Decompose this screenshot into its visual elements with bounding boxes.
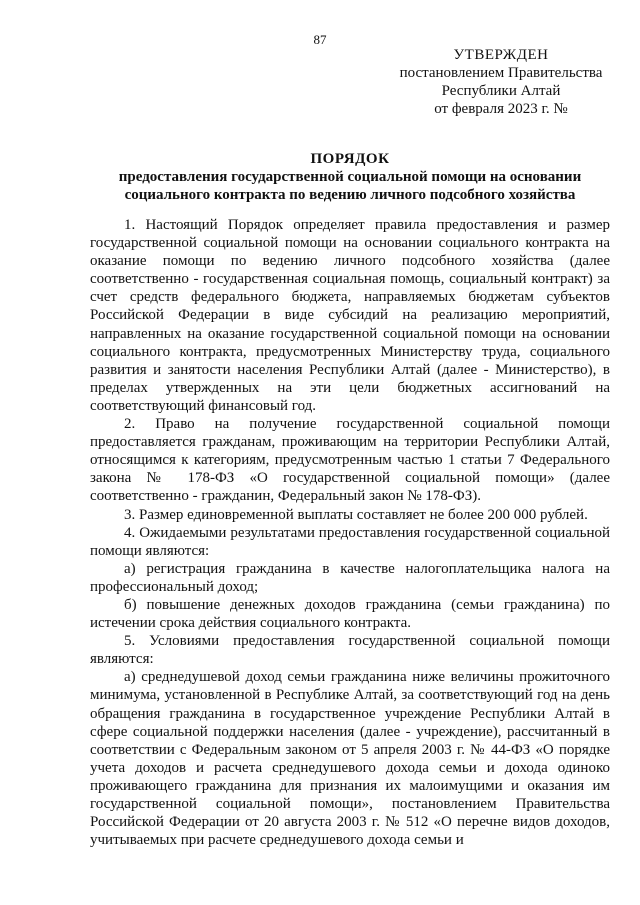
paragraph-4: 4. Ожидаемыми результатами предоставления государственной социальной помощи являются: bbox=[90, 524, 610, 559]
paragraph-4b: б) повышение денежных доходов гражданина (семьи гражданина) по истечении срока действия социального контракта. bbox=[90, 596, 610, 632]
paragraph-5: 5. Условиями предоставления государственной социальной помощи являются: bbox=[90, 633, 610, 668]
approval-date: от февраля 2023 г. № bbox=[434, 101, 568, 117]
approval-stamp bbox=[388, 46, 614, 118]
document-subtitle-line-1: предоставления государственной социальной помощи на основании bbox=[118, 169, 582, 185]
approval-title: УТВЕРЖДЕН bbox=[453, 47, 549, 63]
document-heading bbox=[60, 150, 640, 204]
page-number: 87 bbox=[313, 32, 327, 47]
document-subtitle-line-2: социального контракта по ведению личного подсобного хозяйства bbox=[124, 187, 576, 203]
paragraph-2: 2. Право на получение государственной социальной помощи предоставляется гражданам, проживающим на территории Республики Алтай, относящимся к категориям, предусмотренным частью 1 статьи 7 Федерального закона № 178-ФЗ «О государственной социальной помощи» (далее соответственно - гражданин, Федеральный закон № 178-ФЗ). bbox=[90, 416, 610, 505]
paragraph-3: 3. Размер единовременной выплаты составляет не более 200 000 рублей. bbox=[124, 506, 588, 523]
paragraph-1: 1. Настоящий Порядок определяет правила предоставления и размер государственной социальной помощи на основании социального контракта на оказание помощи по ведению личного подсобного хозяйства (далее соответственно - государственная социальная помощь, социальный контракт) за счет средств федерального бюджета, направляемых бюджетам субъектов Российской Федерации в виде субсидий на реализацию мероприятий, направленных на оказание государственной социальной помощи на основании социального контракта, предусмотренных Министерству труда, социального развития и занятости населения Республики Алтай (далее - Министерство), в пределах утвержденных на эти цели бюджетных ассигнований на соответствующий финансовый год. bbox=[90, 217, 610, 414]
approval-region: Республики Алтай bbox=[441, 83, 561, 99]
document-body bbox=[90, 216, 610, 849]
approval-issuer: постановлением Правительства bbox=[399, 65, 603, 81]
document-title: ПОРЯДОК bbox=[310, 151, 390, 167]
paragraph-5a: а) среднедушевой доход семьи гражданина ниже величины прожиточного минимума, установленной в Республике Алтай, за соответствующий год на день обращения гражданина в государственное учреждение Республики Алтай в сфере социальной поддержки населения (далее - учреждение), рассчитанный в соответствии с Федеральным законом от 5 апреля 2003 г. № 44-ФЗ «О порядке учета доходов и расчета среднедушевого дохода семьи и дохода одиноко проживающего гражданина для признания их малоимущими и оказания им государственной социальной помощи», постановлением Правительства Российской Федерации от 20 августа 2003 г. № 512 «О перечне видов доходов, учитываемых при расчете среднедушевого дохода семьи и bbox=[90, 669, 610, 849]
paragraph-4a: а) регистрация гражданина в качестве налогоплательщика налога на профессиональный доход; bbox=[90, 560, 610, 595]
